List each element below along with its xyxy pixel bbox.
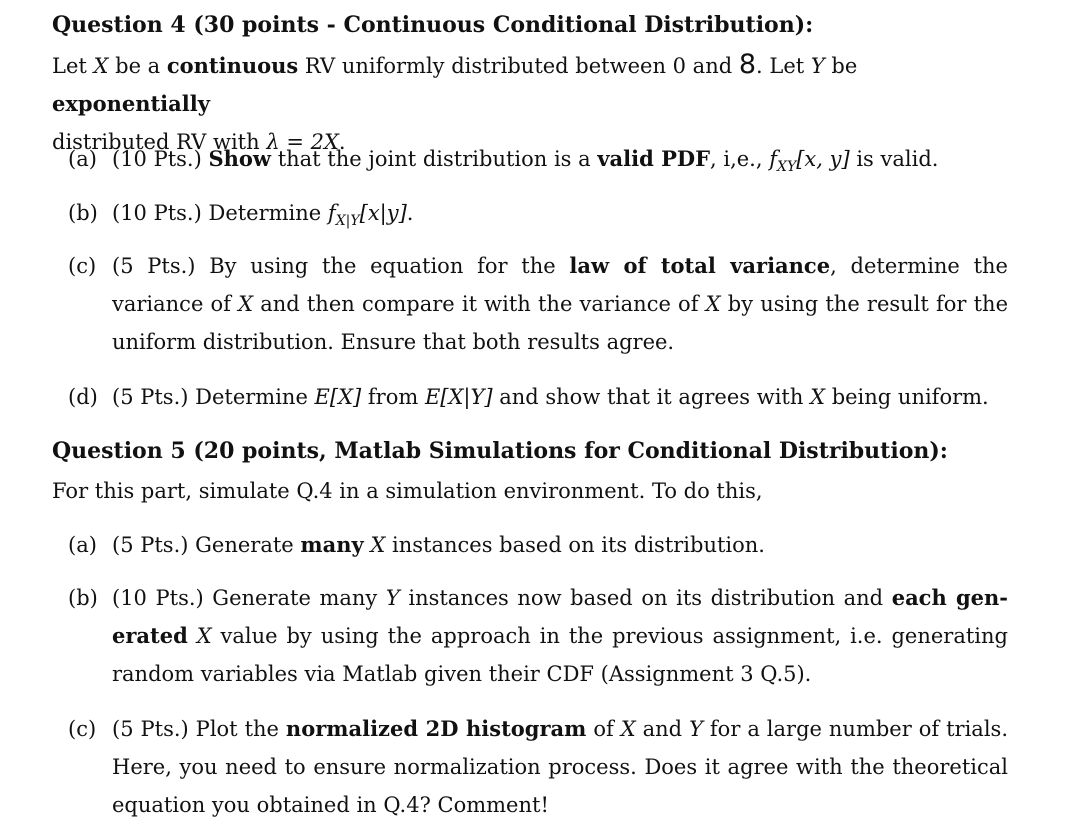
question-4-part-b: (b) (10 Pts.) Determine $f_{X|Y}[x|y]$. — [68, 201, 414, 230]
question-4-part-c: (c) (5 Pts.) By using the equation for the law of total variance, determine the variance of X and then compare it with the variance of X by using the result for the uniform distribution. Ensure that both results agree. — [68, 253, 1008, 354]
question-4-part-a: (a) (10 Pts.) Show that the joint distribution is a valid PDF, i,e., $f_{XY}[x$, y] is valid. — [68, 146, 939, 176]
question-4-intro: Let X be a continuous RV uniformly distributed between 0 and 8. Let Y be exponentially distributed RV with λ = 2X. — [52, 49, 858, 154]
question-4-heading: Question 4 (30 points - Continuous Conditional Distribution): — [52, 12, 814, 38]
range-upper-value: 8 — [738, 49, 757, 80]
question-5-part-c: (c) (5 Pts.) Plot the normalized 2D histogram of X and Y for a large number of trials. Here, you need to ensure normalization process. Does it agree with the theoretical equation you obtained in Q.4? Comment! — [68, 716, 1008, 817]
question-5-heading: Question 5 (20 points, Matlab Simulations for Conditional Distribution): — [52, 438, 948, 464]
question-4-part-d: (d) (5 Pts.) Determine E[X] from E[X|Y] and show that it agrees with X being uniform. — [68, 385, 989, 409]
question-5-part-a: (a) (5 Pts.) Generate many X instances based on its distribution. — [68, 532, 765, 557]
question-5-intro: For this part, simulate Q.4 in a simulation environment. To do this, — [52, 479, 763, 503]
question-5-part-b: (b) (10 Pts.) Generate many Y instances now based on its distribution and each gen-erated X value by using the approach in the previous assignment, i.e. generating random variables via Matlab given their CDF (Assignment 3 Q.5). — [68, 585, 1008, 686]
